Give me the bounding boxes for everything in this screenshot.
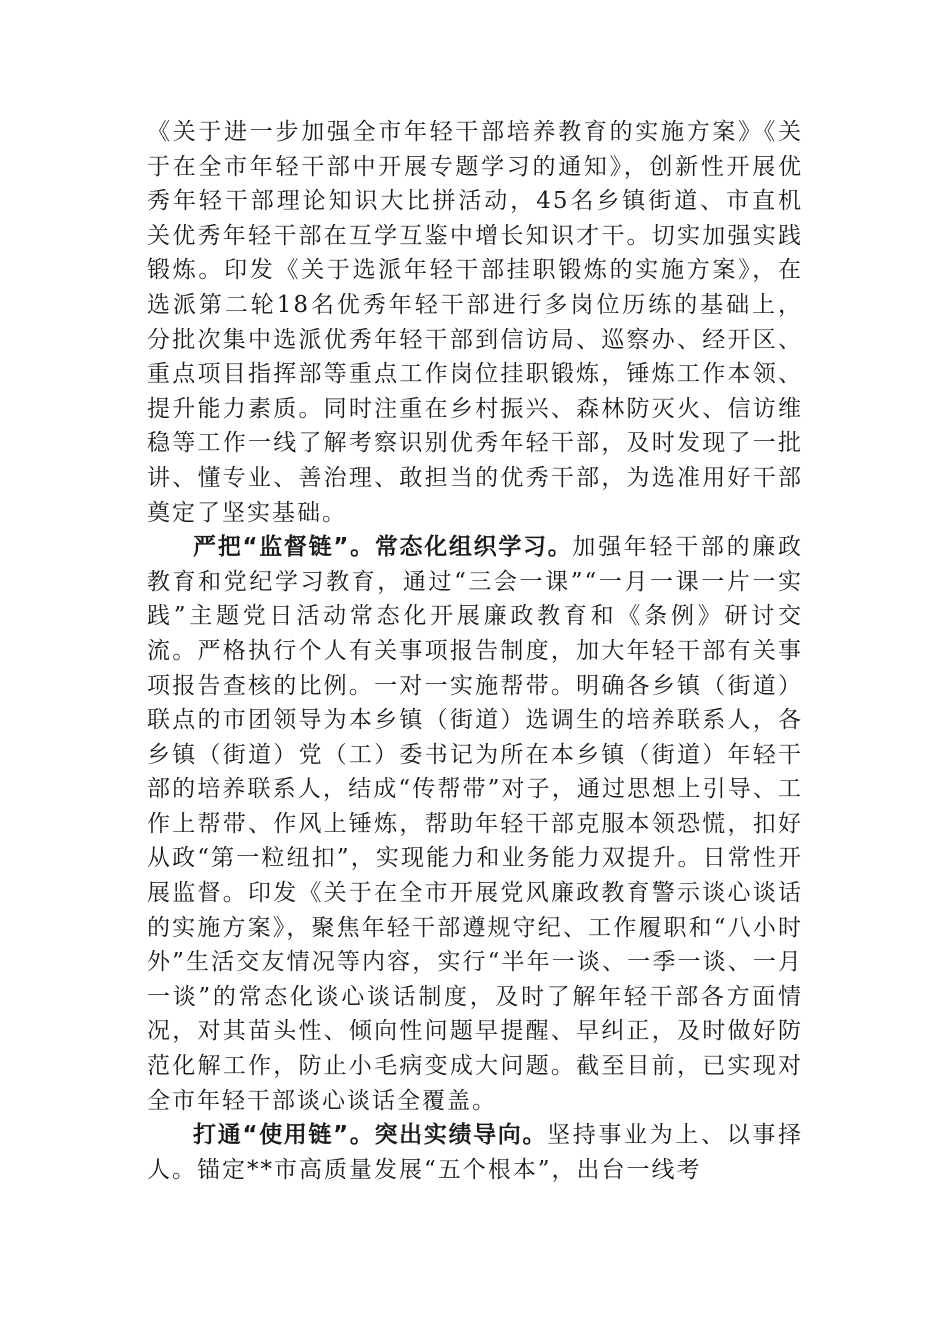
document-page xyxy=(147,115,803,1187)
paragraph-2 xyxy=(147,530,803,1118)
paragraph-1-text: 《关于进一步加强全市年轻干部培养教育的实施方案》《关于在全市年轻干部中开展专题学习的通知》，创新性开展优秀年轻干部理论知识大比拼活动，45名乡镇街道、市直机关优秀年轻干部在互学互鉴中增长知识才干。切实加强实践锻炼。印发《关于选派年轻干部挂职锻炼的实施方案》，在选派第二轮18名优秀年轻干部进行多岗位历练的基础上，分批次集中选派优秀年轻干部到信访局、巡察办、经开区、重点项目指挥部等重点工作岗位挂职锻炼，锤炼工作本领、提升能力素质。同时注重在乡村振兴、森林防灭火、信访维稳等工作一线了解考察识别优秀年轻干部，及时发现了一批讲、懂专业、善治理、敢担当的优秀干部，为选准用好干部奠定了坚实基础。 xyxy=(147,119,803,526)
paragraph-3-heading: 打通“使用链”。 xyxy=(193,1122,375,1149)
paragraph-3 xyxy=(147,1118,803,1187)
paragraph-3-subheading: 突出实绩导向。 xyxy=(374,1122,548,1149)
paragraph-1 xyxy=(147,115,803,530)
paragraph-2-heading: 严把“监督链”。 xyxy=(193,534,375,561)
paragraph-2-subheading: 常态化组织学习。 xyxy=(374,534,573,561)
paragraph-2-text: 加强年轻干部的廉政教育和党纪学习教育，通过“三会一课”“一月一课一片一实践”主题党日活动常态化开展廉政教育和《条例》研讨交流。严格执行个人有关事项报告制度，加大年轻干部有关事项报告查核的比例。一对一实施帮带。明确各乡镇（街道）联点的市团领导为本乡镇（街道）选调生的培养联系人，各乡镇（街道）党（工）委书记为所在本乡镇（街道）年轻干部的培养联系人，结成“传帮带”对子，通过思想上引导、工作上帮带、作风上锤炼，帮助年轻干部克服本领恐慌，扣好从政“第一粒纽扣”，实现能力和业务能力双提升。日常性开展监督。印发《关于在全市开展党风廉政教育警示谈心谈话的实施方案》，聚焦年轻干部遵规守纪、工作履职和“八小时外”生活交友情况等内容，实行“半年一谈、一季一谈、一月一谈”的常态化谈心谈话制度，及时了解年轻干部各方面情况，对其苗头性、倾向性问题早提醒、早纠正，及时做好防范化解工作，防止小毛病变成大问题。截至目前，已实现对全市年轻干部谈心谈话全覆盖。 xyxy=(147,534,804,1114)
paragraph-3-text: 坚持事业为上、以事择人。锚定**市高质量发展“五个根本”，出台一线考 xyxy=(147,1122,804,1183)
